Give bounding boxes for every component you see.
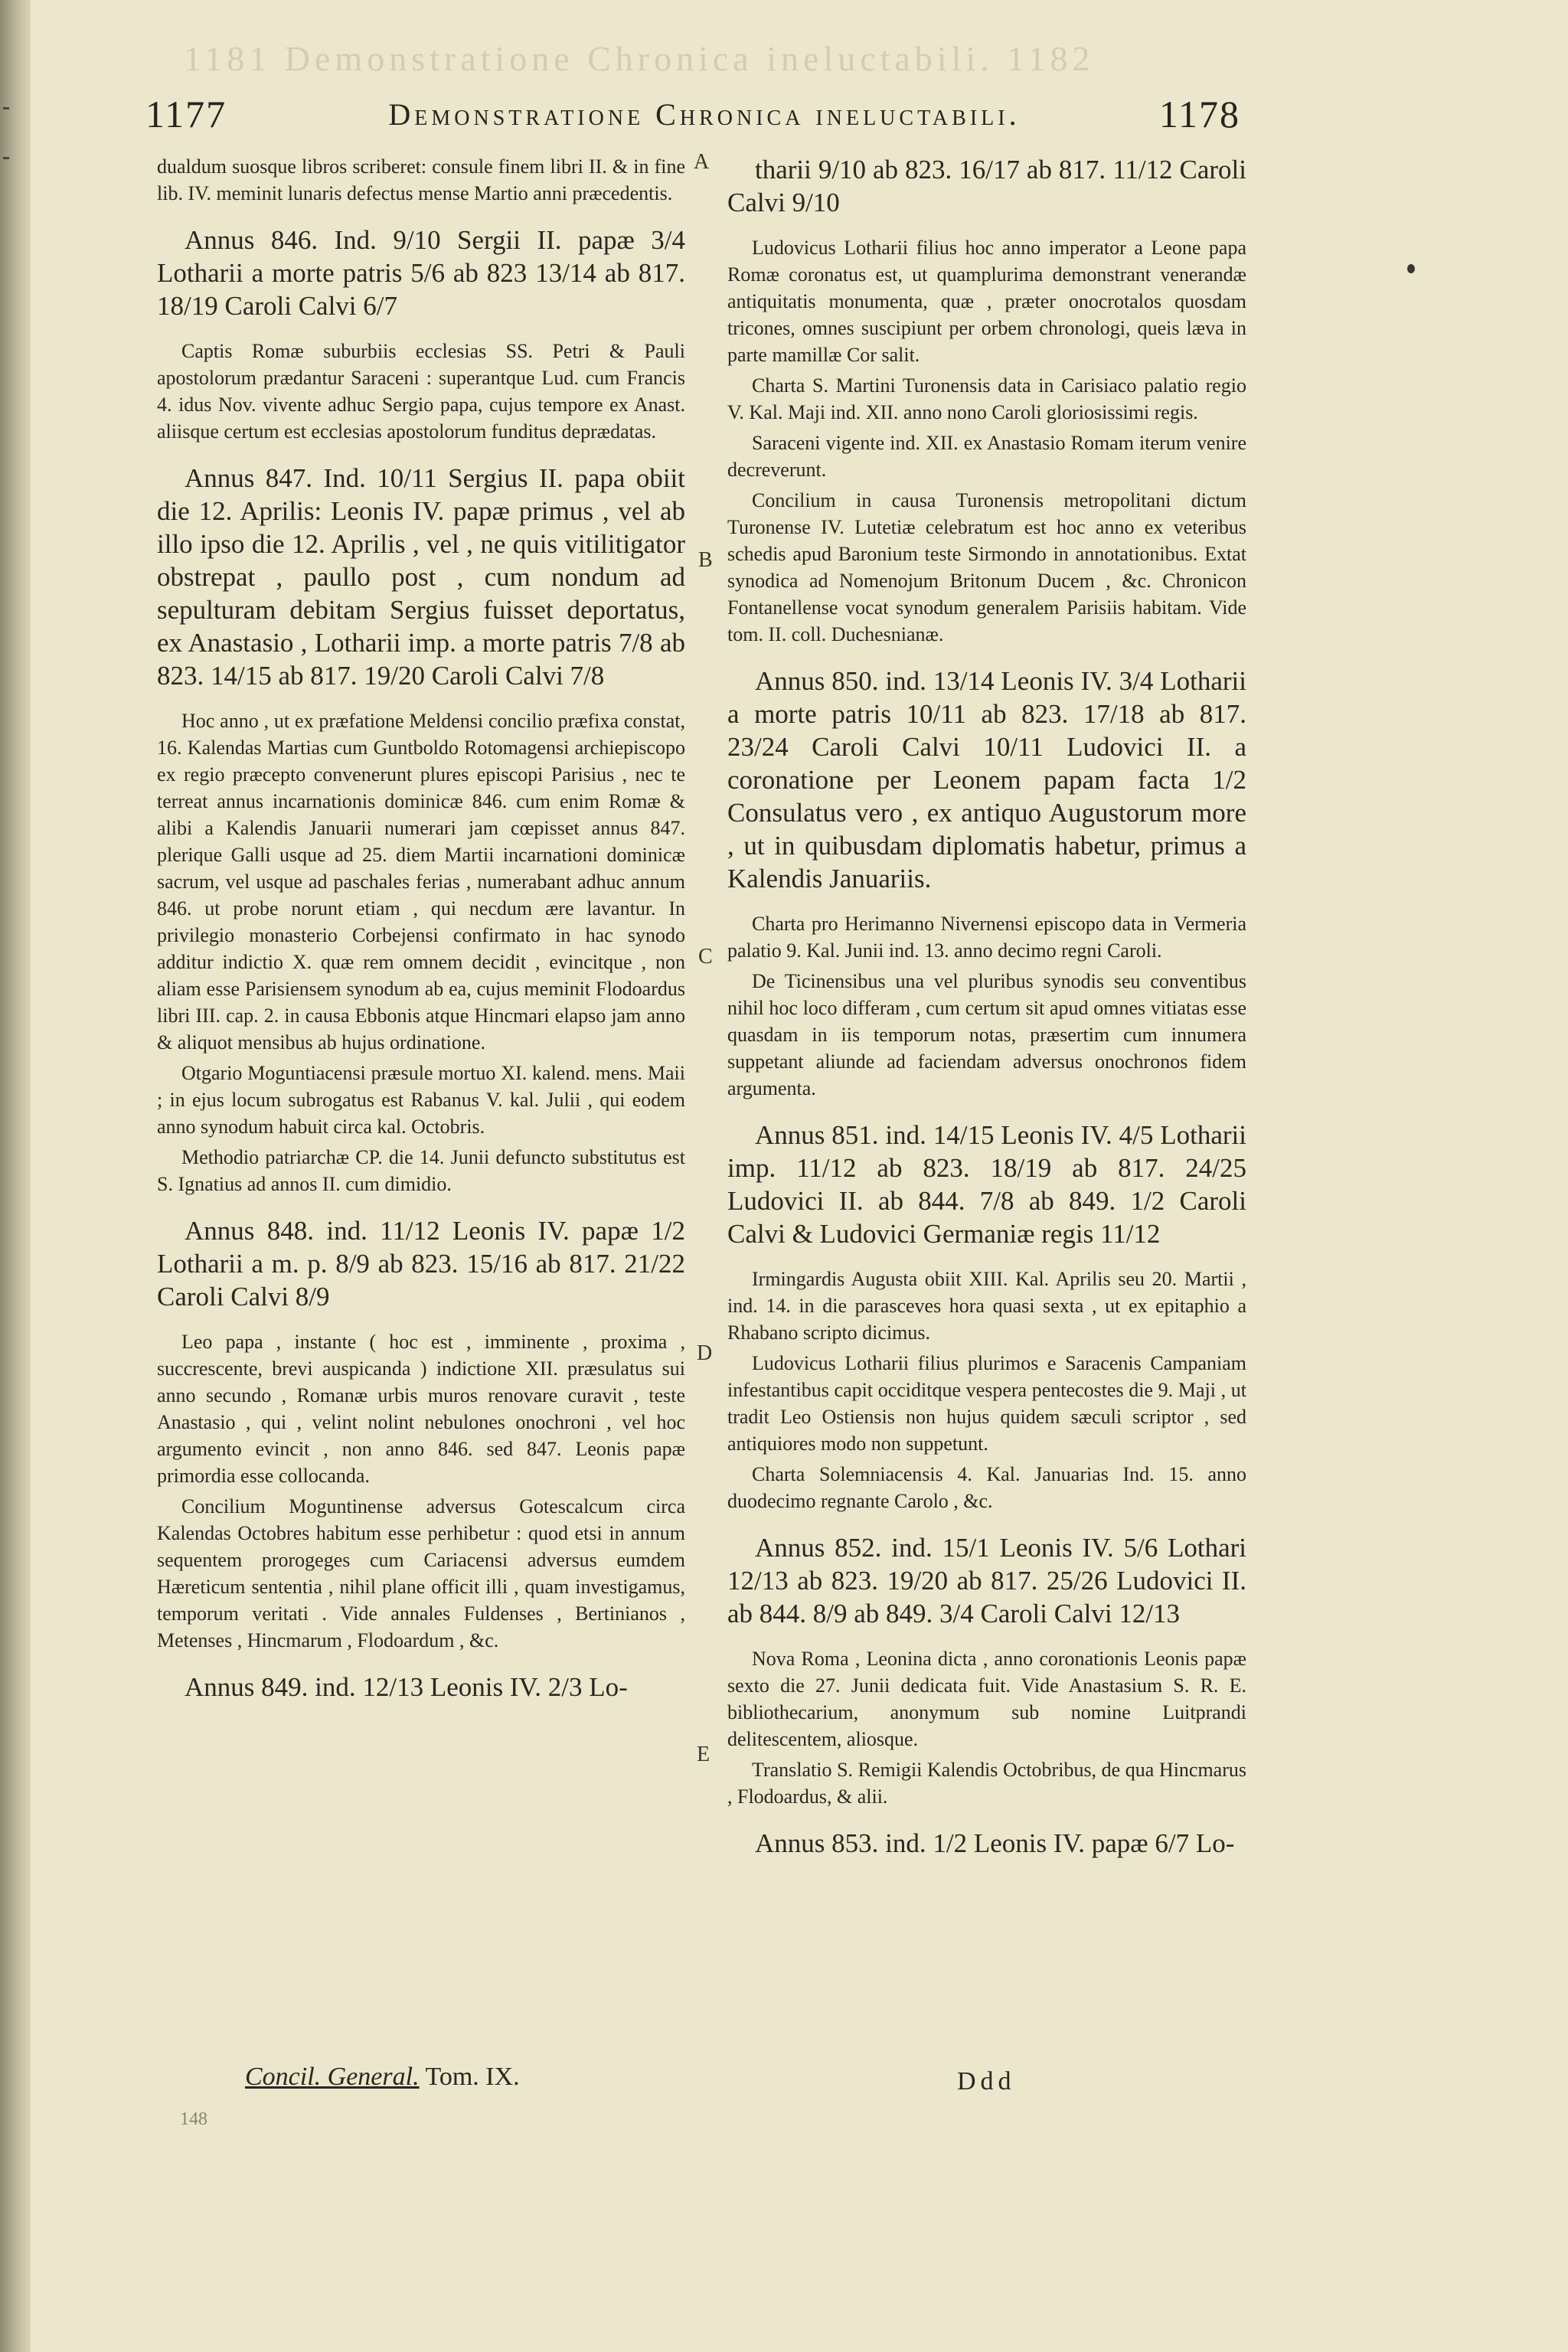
paragraph: De Ticinensibus una vel pluribus synodis seu conventibus nihil hoc loco differam , cum certum sit apud omnes vitiatas esse quasdam in iis temporum notas, præsertim cum innumera suppetant aliunde ad faciendam adversus onochronos fidem argumenta.: [727, 970, 1246, 1099]
paragraph: Otgario Moguntiacensi præsule mortuo XI. kalend. mens. Maii ; in ejus locum subrogatus est Rabanus V. kal. Julii , qui eodem anno synodum habuit circa kal. Octobris.: [157, 1062, 685, 1138]
year-entry-848: Annus 848. ind. 11/12 Leonis IV. papæ 1/2 Lotharii a m. p. 8/9 ab 823. 15/16 ab 817. 21/22 Caroli Calvi 8/9: [157, 1216, 685, 1312]
paragraph: Concilium in causa Turonensis metropolitani dictum Turonense IV. Lutetiæ celebratum est hoc anno ex veteribus schedis apud Baronium teste Sirmondo in annotationibus. Extat synodica ad Nomenojum Britonum Ducem , &c. Chronicon Fontanellense vocat synodum generalem Parisiis habitam. Vide tom. II. coll. Duchesnianæ.: [727, 489, 1246, 645]
margin-letter-d: D: [697, 1341, 713, 1365]
running-title: Demonstratione Chronica ineluctabili.: [388, 97, 1021, 132]
paragraph: Charta Solemniacensis 4. Kal. Januarias Ind. 15. anno duodecimo regnante Carolo , &c.: [727, 1463, 1246, 1512]
paragraph: Hoc anno , ut ex præfatione Meldensi concilio præfixa constat, 16. Kalendas Martias cum Guntboldo Rotomagensi archiepiscopo ex regio præcepto convenerunt plures episcopi Parisius , nec te terreat annus incarnationis dominicæ 846. cum enim Romæ & alibi a Kalendis Januarii numerari jam cœpisset annus 847. plerique Galli usque ad 25. diem Martii incarnationi dominicæ sacrum, vel usque ad paschales ferias , numerabant adhuc annum 846. ut probe norunt etiam , qui necdum ære lavantur. In privilegio monasterio Corbejensi confirmato in hac synodo additur indictio X. quæ rem omnem decidit , evincitque , non aliam esse Parisiensem synodum ab ea, cujus meminit Flodoardus libri III. cap. 2. in causa Ebbonis atque Hincmari elapso jam anno & aliquot mensibus ab hujus ordinatione.: [157, 710, 685, 1054]
year-entry-849: Annus 849. ind. 12/13 Leonis IV. 2/3 Lo-: [185, 1672, 628, 1702]
edge-mark: [3, 107, 9, 109]
volume-label: Concil. General.: [245, 2063, 420, 2091]
paragraph: Concilium Moguntinense adversus Gotescalcum circa Kalendas Octobres habitum esse perhibetur : quod etsi in annum sequentem prorogeges cum Cariacensi adversus eumdem Hæreticum sententia , nihil plane officit illi , quam investigamus, temporum veritati . Vide annales Fuldenses , Bertinianos , Metenses , Hincmarum , Flodoardum , &c.: [157, 1495, 685, 1651]
volume-tome: Tom. IX.: [425, 2063, 520, 2091]
paragraph: Saraceni vigente ind. XII. ex Anastasio Romam iterum venire decreverunt.: [727, 432, 1246, 481]
paragraph: Ludovicus Lotharii filius plurimos e Saracenis Campaniam infestantibus capit occiditque vespera pentecostes die 9. Maji , ut tradit Leo Ostiensis non hujus quidem sæculi scriptor , sed antiquiores modo non suppetunt.: [727, 1352, 1246, 1455]
margin-letter-a: A: [694, 150, 710, 174]
paragraph: Captis Romæ suburbiis ecclesias SS. Petri & Pauli apostolorum prædantur Saraceni : superantque Lud. cum Francis 4. idus Nov. vivente adhuc Sergio papa, cujus tempore ex Anast. aliisque certum est ecclesias apostolorum funditus deprædatas.: [157, 340, 685, 443]
volume-footer: [245, 2063, 520, 2092]
year-entry-continued: tharii 9/10 ab 823. 16/17 ab 817. 11/12 Caroli Calvi 9/10: [727, 155, 1246, 217]
year-entry-851: Annus 851. ind. 14/15 Leonis IV. 4/5 Lotharii imp. 11/12 ab 823. 18/19 ab 817. 24/25 Ludovici II. ab 844. 7/8 ab 849. 1/2 Caroli Calvi & Ludovici Germaniæ regis 11/12: [727, 1120, 1246, 1249]
ink-spot: [1407, 264, 1415, 273]
right-page-number: 1178: [1158, 93, 1240, 136]
year-entry-846: Annus 846. Ind. 9/10 Sergii II. papæ 3/4 Lotharii a morte patris 5/6 ab 823 13/14 ab 817. 18/19 Caroli Calvi 6/7: [157, 225, 685, 321]
leaf-mark: 148: [180, 2109, 207, 2129]
signature-mark: Ddd: [957, 2067, 1016, 2096]
left-column: [157, 153, 685, 1719]
paragraph: dualdum suosque libros scriberet: consule finem libri II. & in fine lib. IV. meminit lunaris defectus mense Martio anni præcedentis.: [157, 155, 685, 204]
running-head: [145, 92, 1240, 145]
paragraph: Nova Roma , Leonina dicta , anno coronationis Leonis papæ sexto die 27. Junii dedicata fuit. Vide Anastasium S. R. E. bibliothecarium, anonymum sub nomine Luitprandi delitescentem, aliosque.: [727, 1648, 1246, 1750]
bleed-through-text: 1181 Demonstratione Chronica ineluctabili. 1182: [184, 39, 1095, 78]
paragraph: Charta pro Herimanno Nivernensi episcopo data in Vermeria palatio 9. Kal. Junii ind. 13. anno decimo regni Caroli.: [727, 913, 1246, 962]
year-entry-850: Annus 850. ind. 13/14 Leonis IV. 3/4 Lotharii a morte patris 10/11 ab 823. 17/18 ab 817. 23/24 Caroli Calvi 10/11 Ludovici II. a coronatione per Leonem papam facta 1/2 Consulatus vero , ex antiquo Augustorum more , ut in quibusdam diplomatis habetur, primus a Kalendis Januariis.: [727, 666, 1246, 893]
edge-mark: [3, 157, 9, 159]
margin-letter-e: E: [697, 1743, 710, 1766]
binding-gutter: [0, 0, 31, 2352]
paragraph: Methodio patriarchæ CP. die 14. Junii defuncto substitutus est S. Ignatius ad annos II. cum dimidio.: [157, 1146, 685, 1195]
paragraph: Charta S. Martini Turonensis data in Carisiaco palatio regio V. Kal. Maji ind. XII. anno nono Caroli gloriosissimi regis.: [727, 374, 1246, 423]
paragraph: Irmingardis Augusta obiit XIII. Kal. Aprilis seu 20. Martii , ind. 14. in die parasceves hora quasi sexta , ut ex epitaphio a Rhabano scripto dicimus.: [727, 1268, 1246, 1344]
year-entry-847: Annus 847. Ind. 10/11 Sergius II. papa obiit die 12. Aprilis: Leonis IV. papæ primus , vel ab illo ipso die 12. Aprilis , vel , ne quis vitilitigator obstrepat , paullo post , cum nondum ad sepulturam debitam Sergius fuisset deportatus, ex Anastasio , Lotharii imp. a morte patris 7/8 ab 823. 14/15 ab 817. 19/20 Caroli Calvi 7/8: [157, 463, 685, 691]
right-column: [727, 153, 1246, 1875]
year-entry-853: Annus 853. ind. 1/2 Leonis IV. papæ 6/7 Lo-: [755, 1828, 1235, 1858]
left-page-number: 1177: [145, 93, 227, 136]
year-entry-852: Annus 852. ind. 15/1 Leonis IV. 5/6 Lothari 12/13 ab 823. 19/20 ab 817. 25/26 Ludovici II. ab 844. 8/9 ab 849. 3/4 Caroli Calvi 12/13: [727, 1533, 1246, 1628]
paragraph: Leo papa , instante ( hoc est , imminente , proxima , succrescente, brevi auspicanda ) indictione XII. præsulatus sui anno secundo , Romanæ urbis muros renovare curavit , teste Anastasio , qui , velint nolint nebulones onochroni , vel hoc argumento evincit , non anno 846. sed 847. Leonis papæ primordia esse collocanda.: [157, 1331, 685, 1487]
margin-letter-b: B: [698, 548, 713, 572]
margin-letter-c: C: [698, 945, 713, 969]
paragraph: Translatio S. Remigii Kalendis Octobribus, de qua Hincmarus , Flodoardus, & alii.: [727, 1759, 1246, 1808]
paragraph: Ludovicus Lotharii filius hoc anno imperator a Leone papa Romæ coronatus est, ut quamplurima demonstrant venerandæ antiquitatis monumenta, quæ , præter onocrotalos quosdam tricones, omnes suscipiunt per orbem chronologi, queis læva in parte mamillæ Cor salit.: [727, 237, 1246, 366]
